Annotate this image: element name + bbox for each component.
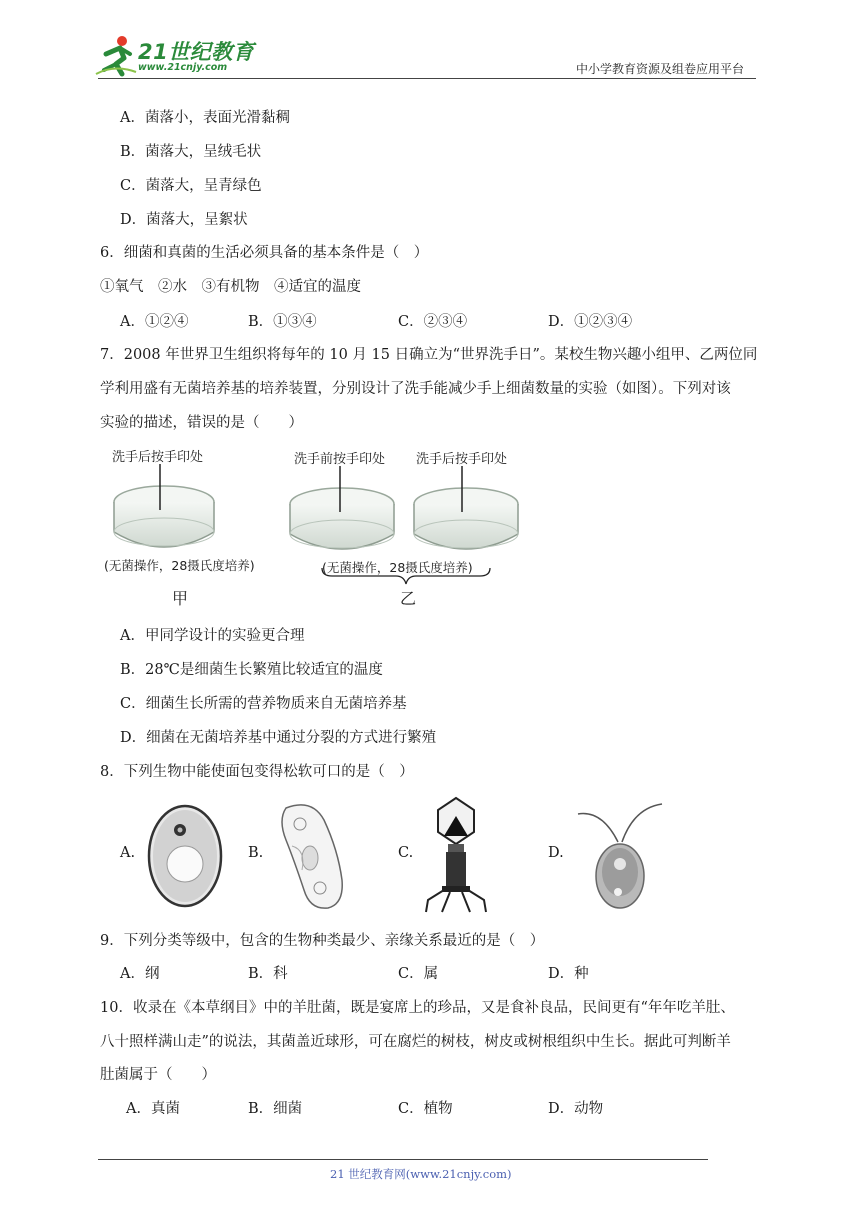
q7-option-b: B．28℃是细菌生长繁殖比较适宜的温度 — [120, 662, 383, 678]
header-platform-title: 中小学教育资源及组卷应用平台 — [576, 62, 745, 76]
q10-stem-line-1: 10．收录在《本草纲目》中的羊肚菌，既是宴席上的珍品，又是食补良品，民间更有“年年吃羊肚、 — [100, 1000, 735, 1016]
q10-stem-line-2: 八十照样满山走”的说法，其菌盖近球形，可在腐烂的树枝，树皮或树根组织中生长。据此可判断羊 — [100, 1034, 731, 1050]
q5-option-c: C．菌落大，呈青绿色 — [120, 178, 262, 194]
q10-option-b: B．细菌 — [248, 1101, 303, 1117]
yi-label: 乙 — [400, 589, 417, 608]
q8-stem: 8．下列生物中能使面包变得松软可口的是（ ） — [100, 764, 414, 780]
chlamydomonas-icon — [572, 800, 668, 912]
jia-label: 甲 — [172, 589, 189, 608]
q9-option-b: B．科 — [248, 966, 288, 982]
jia-condition-note: (无菌操作，28摄氏度培养) — [104, 558, 255, 573]
q7-stem-line-2: 学利用盛有无菌培养基的培养装置，分别设计了洗手能减少手上细菌数量的实验（如图）。下列对该 — [100, 381, 731, 397]
footer-site-link[interactable]: 21 世纪教育网(www.21cnjy.com) — [330, 1167, 512, 1181]
q7-stem-line-1: 7．2008 年世界卫生组织将每年的 10 月 15 日确立为“世界洗手日”。某校生物兴趣小组甲、乙两位同 — [100, 347, 758, 363]
footer-divider — [98, 1159, 708, 1160]
petri-dish-yi-after — [414, 466, 518, 549]
bacteriophage-icon — [420, 796, 492, 914]
q10-option-a: A．真菌 — [126, 1101, 180, 1117]
q6-option-c: C．②③④ — [398, 314, 468, 330]
q7-petri-dish-figure — [100, 440, 540, 610]
q6-option-b: B．①③④ — [248, 314, 317, 330]
q9-stem: 9．下列分类等级中，包含的生物种类最少、亲缘关系最近的是（ ） — [100, 933, 545, 949]
q8-option-d-label: D. — [548, 845, 564, 861]
q5-option-d: D．菌落大，呈絮状 — [120, 212, 248, 228]
q8-option-a-label: A. — [120, 845, 136, 861]
site-logo — [94, 34, 264, 78]
q9-option-d: D．种 — [548, 966, 589, 982]
q7-option-a: A．甲同学设计的实验更合理 — [120, 628, 305, 644]
dish-yi-after-label: 洗手后按手印处 — [416, 452, 508, 467]
q6-option-a: A．①②④ — [120, 314, 189, 330]
dish-jia-label: 洗手后按手印处 — [112, 450, 204, 465]
q9-option-c: C．属 — [398, 966, 439, 982]
q6-stem: 6．细菌和真菌的生活必须具备的基本条件是（ ） — [100, 245, 429, 261]
yi-condition-note: (无菌操作，28摄氏度培养) — [322, 560, 473, 575]
q6-option-d: D．①②③④ — [548, 314, 633, 330]
yeast-cell-icon — [144, 800, 226, 912]
paramecium-icon — [272, 800, 352, 912]
header-divider — [98, 78, 756, 79]
petri-dish-yi-before — [290, 466, 394, 549]
q7-option-c: C．细菌生长所需的营养物质来自无菌培养基 — [120, 696, 407, 712]
q10-stem-line-3: 肚菌属于（ ） — [100, 1067, 216, 1083]
logo-url: www.21cnjy.com — [138, 62, 228, 73]
petri-dish-jia — [114, 464, 214, 547]
q8-option-b-label: B. — [248, 845, 264, 861]
q10-option-c: C．植物 — [398, 1101, 453, 1117]
q9-option-a: A．纲 — [120, 966, 160, 982]
logo-title: 21世纪教育 — [138, 40, 255, 64]
q6-conditions: ①氧气 ②水 ③有机物 ④适宜的温度 — [100, 279, 361, 295]
q8-option-c-label: C. — [398, 845, 414, 861]
dish-yi-before-label: 洗手前按手印处 — [294, 452, 386, 467]
runner-logo-icon — [94, 34, 138, 78]
q5-option-b: B．菌落大，呈绒毛状 — [120, 144, 262, 160]
q7-stem-line-3: 实验的描述，错误的是（ ） — [100, 415, 303, 431]
q5-option-a: A．菌落小，表面光滑黏稠 — [120, 110, 290, 126]
q10-option-d: D．动物 — [548, 1101, 604, 1117]
q7-option-d: D．细菌在无菌培养基中通过分裂的方式进行繁殖 — [120, 730, 437, 746]
